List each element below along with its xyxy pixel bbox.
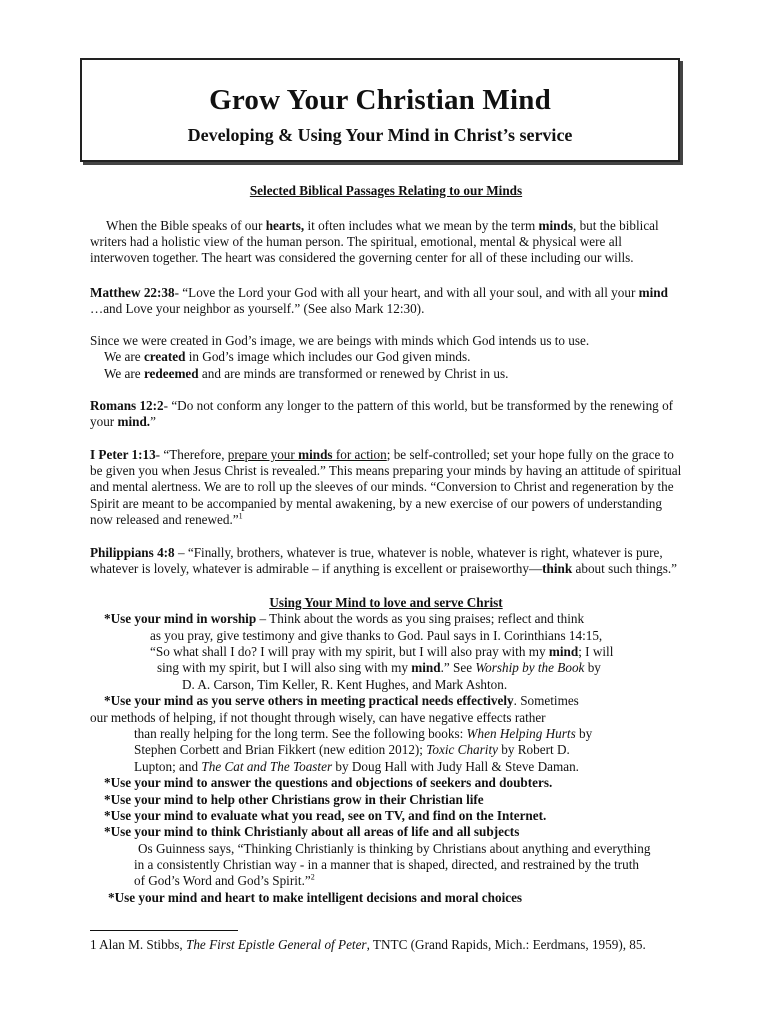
- bullet-think: *Use your mind to think Christianly about all areas of life and all subjects: [104, 824, 520, 839]
- verse-reference: Philippians 4:8: [90, 545, 175, 560]
- worship-line-2: as you pray, give testimony and give thanks to God. Paul says in I. Corinthians 14:15,: [150, 628, 603, 643]
- bullet-heading: *Use your mind in worship: [104, 611, 257, 626]
- book-title: The First Epistle General of Peter: [186, 937, 367, 952]
- passage-text: - “Love the Lord your God with all your heart, and with all your soul, and with all your: [174, 285, 639, 300]
- footnote-marker: 2: [310, 872, 315, 882]
- book-title: The Cat and The Toaster: [201, 759, 333, 774]
- page-subtitle: Developing & Using Your Mind in Christ’s service: [187, 125, 573, 145]
- passage-peter: [90, 447, 682, 528]
- passage-matthew: [90, 285, 682, 317]
- passage-text: about such things.”: [572, 561, 677, 577]
- bullet-decisions: *Use your mind and heart to make intelligent decisions and moral choices: [108, 890, 523, 905]
- emphasis-minds: minds: [298, 447, 333, 462]
- intro-text: When the Bible speaks of our: [106, 218, 266, 233]
- image-line-redeemed: [104, 366, 508, 382]
- verse-reference: Matthew 22:38: [90, 285, 175, 300]
- serve-line-5: [134, 759, 579, 775]
- emphasis-mind: mind: [411, 660, 441, 675]
- emphasis-mind: mind.: [117, 414, 151, 430]
- book-title: Worship by the Book: [475, 660, 585, 675]
- passage-text: – “Finally, brothers, whatever is true, whatever is noble, whatever is right, whatever is pure, whatever is lovely, whatever is admirable – if anything is excellent or praiseworthy—: [90, 545, 663, 577]
- line-text: . Sometimes: [513, 693, 579, 708]
- line-text: .” See: [440, 660, 476, 675]
- line-text: in God’s image which includes our God given minds.: [185, 349, 471, 364]
- bullet-evaluate: *Use your mind to evaluate what you read, see on TV, and find on the Internet.: [104, 808, 547, 823]
- intro-text: it often includes what we mean by the term: [304, 218, 539, 233]
- guinness-line-1: Os Guinness says, “Thinking Christianly is thinking by Christians about anything and everything: [138, 841, 651, 856]
- line-text: by: [584, 660, 601, 675]
- passage-text: - “Therefore,: [155, 447, 228, 462]
- line-text: Stephen Corbett and Brian Fikkert (new edition 2012);: [134, 742, 427, 757]
- footnote: [90, 936, 680, 953]
- line-text: than really helping for the long term. See the following books:: [134, 726, 467, 741]
- image-line-1: Since we were created in God’s image, we are beings with minds which God intends us to use.: [90, 333, 590, 348]
- bullet-heading: *Use your mind as you serve others in meeting practical needs effectively: [104, 693, 514, 708]
- worship-line-5: D. A. Carson, Tim Keller, R. Kent Hughes, and Mark Ashton.: [182, 677, 508, 692]
- line-text: We are: [104, 366, 144, 381]
- passage-romans: [90, 398, 682, 430]
- serve-line-2: our methods of helping, if not thought through wisely, can have negative effects rather: [90, 710, 546, 725]
- line-text: by Doug Hall with Judy Hall & Steve Daman.: [332, 759, 579, 774]
- footnote-text: 1 Alan M. Stibbs,: [90, 937, 186, 952]
- bullet-grow: *Use your mind to help other Christians grow in their Christian life: [104, 792, 484, 807]
- image-line-created: [104, 349, 470, 365]
- page-title: Grow Your Christian Mind: [209, 84, 551, 116]
- book-title: Toxic Charity: [426, 742, 498, 757]
- guinness-line-2: in a consistently Christian way - in a manner that is shaped, directed, and restrained by the truth: [134, 857, 640, 872]
- footnote-divider: [90, 930, 238, 931]
- worship-line-3: [150, 644, 613, 660]
- footnote-marker: 1: [238, 511, 243, 521]
- serve-line-4: [134, 742, 570, 758]
- line-text: of God’s Word and God’s Spirit.”: [134, 873, 311, 888]
- passage-text: ; be self-controlled; set your hope fully on the grace to be given you when Jesus Christ is revealed.” This means preparing your minds by having an attitude of spiritual and mental alertness. We are to roll up the sleeves of our minds. “Conversion to Christ and regeneration by the Spirit are meant to be accompanied by mental awakening, by a new exercise of our powers of understanding now released and renewed.”: [90, 447, 682, 527]
- emphasis-redeemed: redeemed: [143, 366, 199, 381]
- bullet-seekers: *Use your mind to answer the questions and objections of seekers and doubters.: [104, 775, 553, 790]
- line-text: We are: [104, 349, 144, 364]
- worship-line-1: [104, 611, 584, 627]
- line-text: by Robert D.: [497, 742, 570, 757]
- emphasis-mind: mind: [638, 285, 668, 300]
- section-heading-passages: Selected Biblical Passages Relating to our Minds: [249, 183, 523, 198]
- line-text: by: [575, 726, 593, 741]
- section-heading-using-mind: Using Your Mind to love and serve Christ: [269, 595, 503, 610]
- worship-line-4: [157, 660, 601, 676]
- line-text: – Think about the words as you sing praises; reflect and think: [256, 611, 585, 626]
- underlined-text: prepare your: [227, 447, 299, 462]
- footnote-text: , TNTC (Grand Rapids, Mich.: Eerdmans, 1959), 85.: [366, 937, 646, 952]
- line-text: sing with my spirit, but I will also sing with my: [157, 660, 412, 675]
- emphasis-think: think: [542, 561, 573, 577]
- emphasis-hearts: hearts,: [265, 218, 305, 233]
- passage-philippians: [90, 545, 682, 577]
- verse-reference: I Peter 1:13: [90, 447, 156, 462]
- underlined-text: for action: [332, 447, 387, 462]
- serve-line-3: [134, 726, 592, 742]
- verse-reference: Romans 12:2: [90, 398, 164, 413]
- line-text: “So what shall I do? I will pray with my spirit, but I will also pray with my: [150, 644, 549, 659]
- book-title: When Helping Hurts: [466, 726, 576, 741]
- guinness-line-3: [134, 873, 315, 889]
- passage-text: ”: [150, 414, 156, 430]
- line-text: ; I will: [578, 644, 614, 659]
- passage-text: - “Do not conform any longer to the pattern of this world, but be transformed by the renewing of your: [90, 398, 674, 430]
- line-text: and are minds are transformed or renewed by Christ in us.: [198, 366, 509, 381]
- line-text: Lupton; and: [134, 759, 202, 774]
- title-box: [80, 58, 680, 162]
- intro-text: , but the biblical writers had a holistic view of the human person. The spiritual, emotional, mental & physical were all interwoven together. The heart was considered the governing center for all of these including our wills.: [90, 218, 659, 266]
- serve-line-1: [104, 693, 579, 709]
- passage-text: …and Love your neighbor as yourself.” (See also Mark 12:30).: [90, 301, 425, 317]
- emphasis-mind: mind: [548, 644, 579, 659]
- intro-paragraph: [90, 218, 682, 267]
- emphasis-minds: minds: [538, 218, 573, 233]
- emphasis-created: created: [143, 349, 186, 364]
